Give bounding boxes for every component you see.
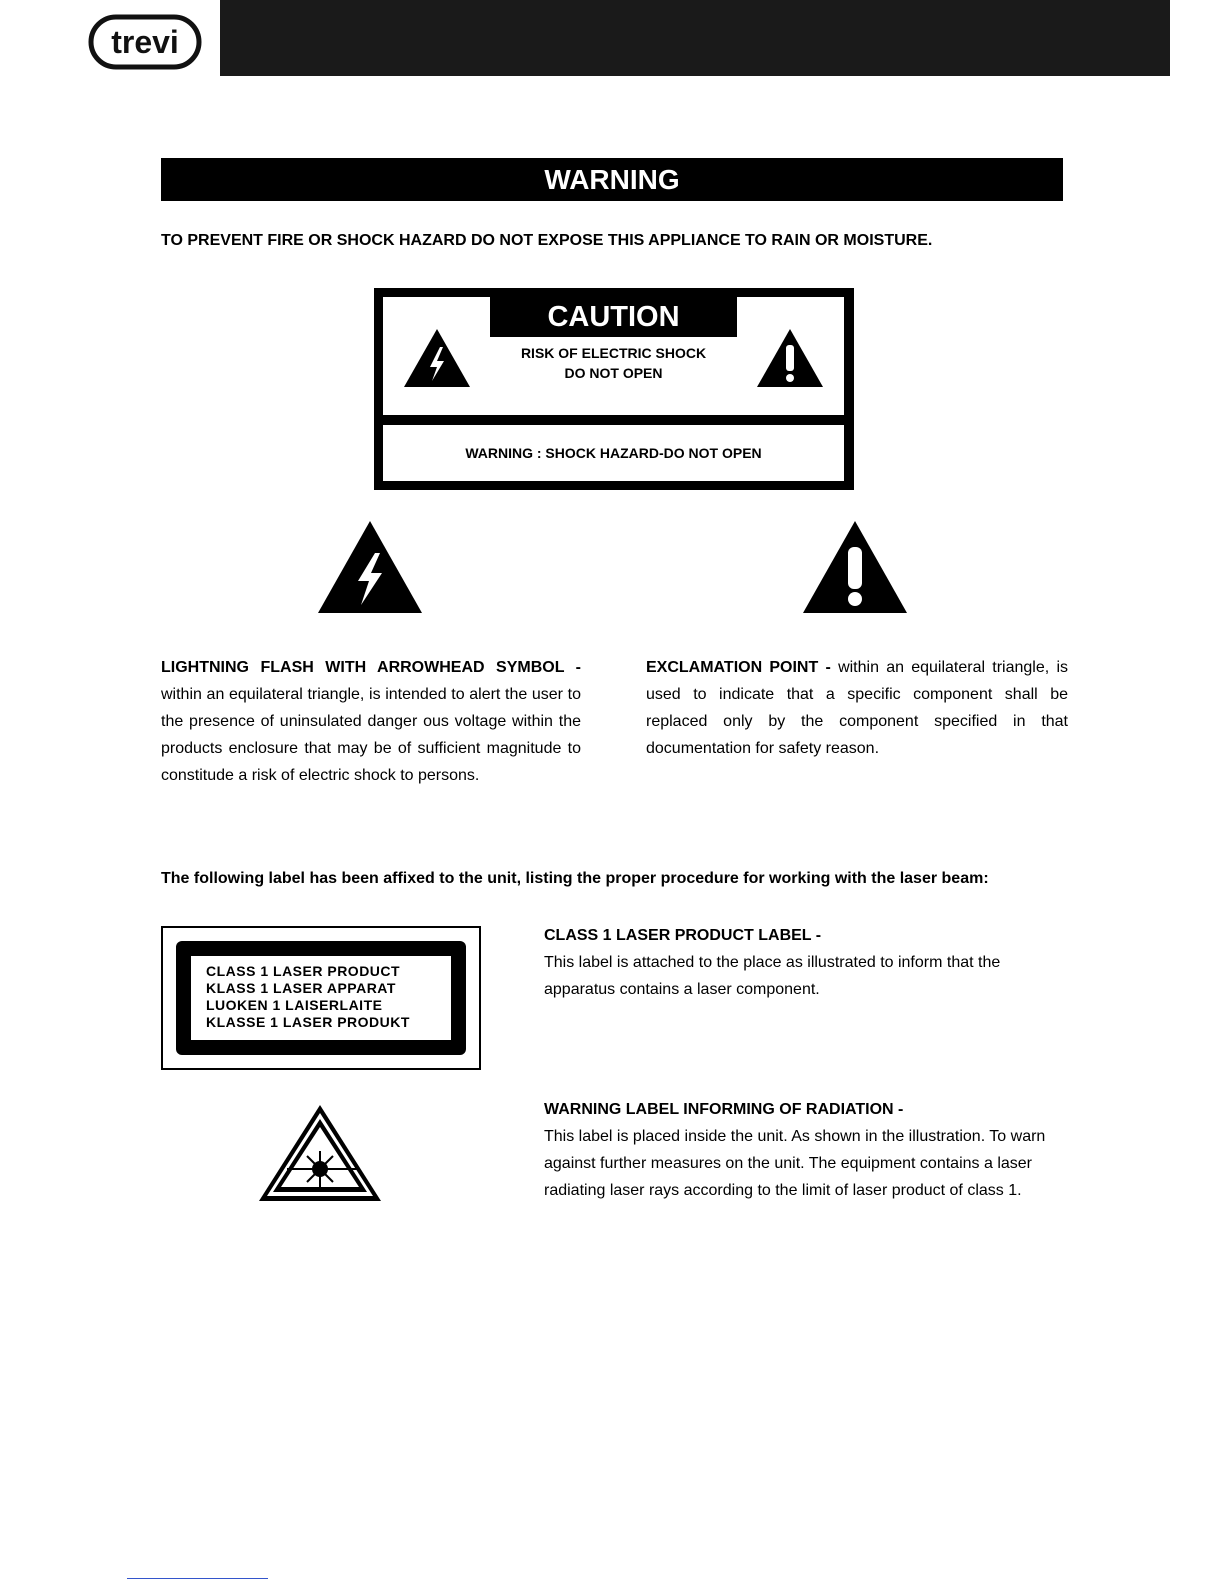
exclamation-triangle-icon bbox=[801, 519, 909, 615]
caution-bottom-text: WARNING : SHOCK HAZARD-DO NOT OPEN bbox=[383, 425, 844, 481]
caution-left-panel bbox=[383, 297, 490, 395]
exclamation-description bbox=[646, 654, 1068, 762]
footer-link-line bbox=[127, 1578, 268, 1579]
header-bar bbox=[220, 0, 1170, 76]
radiation-text: This label is placed inside the unit. As shown in the illustration. To warn against further measures on the unit. The equipment contains a laser radiating laser rays according to the limit of laser product of class 1. bbox=[544, 1128, 1046, 1199]
logo-text: trevi bbox=[111, 24, 179, 60]
caution-line-1: RISK OF ELECTRIC SHOCK bbox=[520, 345, 707, 361]
laser-intro: The following label has been affixed to the unit, listing the proper procedure for working with the laser beam: bbox=[161, 870, 989, 887]
warning-title: WARNING bbox=[161, 158, 1063, 201]
lightning-title: LIGHTNING FLASH WITH ARROWHEAD SYMBOL - bbox=[161, 659, 581, 676]
lightning-text: within an equilateral triangle, is intended to alert the user to the presence of uninsulated danger ous voltage within the products enclosure that may be of sufficient magnitude to constitude a risk of electric shock to persons. bbox=[161, 686, 581, 784]
lightning-triangle-icon bbox=[402, 327, 472, 389]
caution-line-2: DO NOT OPEN bbox=[564, 365, 663, 381]
radiation-section bbox=[544, 1096, 1068, 1204]
class1-text: This label is attached to the place as illustrated to inform that the apparatus contains a laser component. bbox=[544, 954, 1001, 998]
caution-strip bbox=[383, 395, 844, 415]
exclamation-title: EXCLAMATION POINT - bbox=[646, 659, 831, 676]
radiation-title: WARNING LABEL INFORMING OF RADIATION - bbox=[544, 1101, 904, 1118]
laser-label-line: KLASS 1 LASER APPARAT bbox=[206, 980, 396, 996]
laser-label-line: KLASSE 1 LASER PRODUKT bbox=[206, 1014, 410, 1030]
exclamation-text: within an equilateral triangle, is used to indicate that a specific component shall be replaced only by the component specified in that documentation for safety reason. bbox=[646, 659, 1068, 757]
lightning-description bbox=[161, 654, 581, 789]
exclamation-triangle-icon bbox=[755, 327, 825, 389]
laser-label-text bbox=[191, 956, 451, 1040]
laser-label-frame bbox=[176, 941, 466, 1055]
caution-text bbox=[490, 337, 737, 395]
trevi-logo bbox=[88, 14, 202, 70]
class1-section bbox=[544, 922, 1068, 1003]
laser-radiation-icon bbox=[257, 1103, 383, 1203]
class1-title: CLASS 1 LASER PRODUCT LABEL - bbox=[544, 927, 822, 944]
caution-label bbox=[374, 288, 854, 490]
lightning-triangle-icon bbox=[316, 519, 424, 615]
laser-label-line: LUOKEN 1 LAISERLAITE bbox=[206, 997, 383, 1013]
caution-title: CAUTION bbox=[547, 301, 680, 333]
trevi-logo-icon bbox=[88, 14, 202, 70]
hazard-statement: TO PREVENT FIRE OR SHOCK HAZARD DO NOT EXPOSE THIS APPLIANCE TO RAIN OR MOISTURE. bbox=[161, 232, 933, 249]
class1-laser-label bbox=[161, 926, 481, 1070]
caution-right-panel bbox=[737, 297, 844, 395]
laser-label-line: CLASS 1 LASER PRODUCT bbox=[206, 963, 401, 979]
